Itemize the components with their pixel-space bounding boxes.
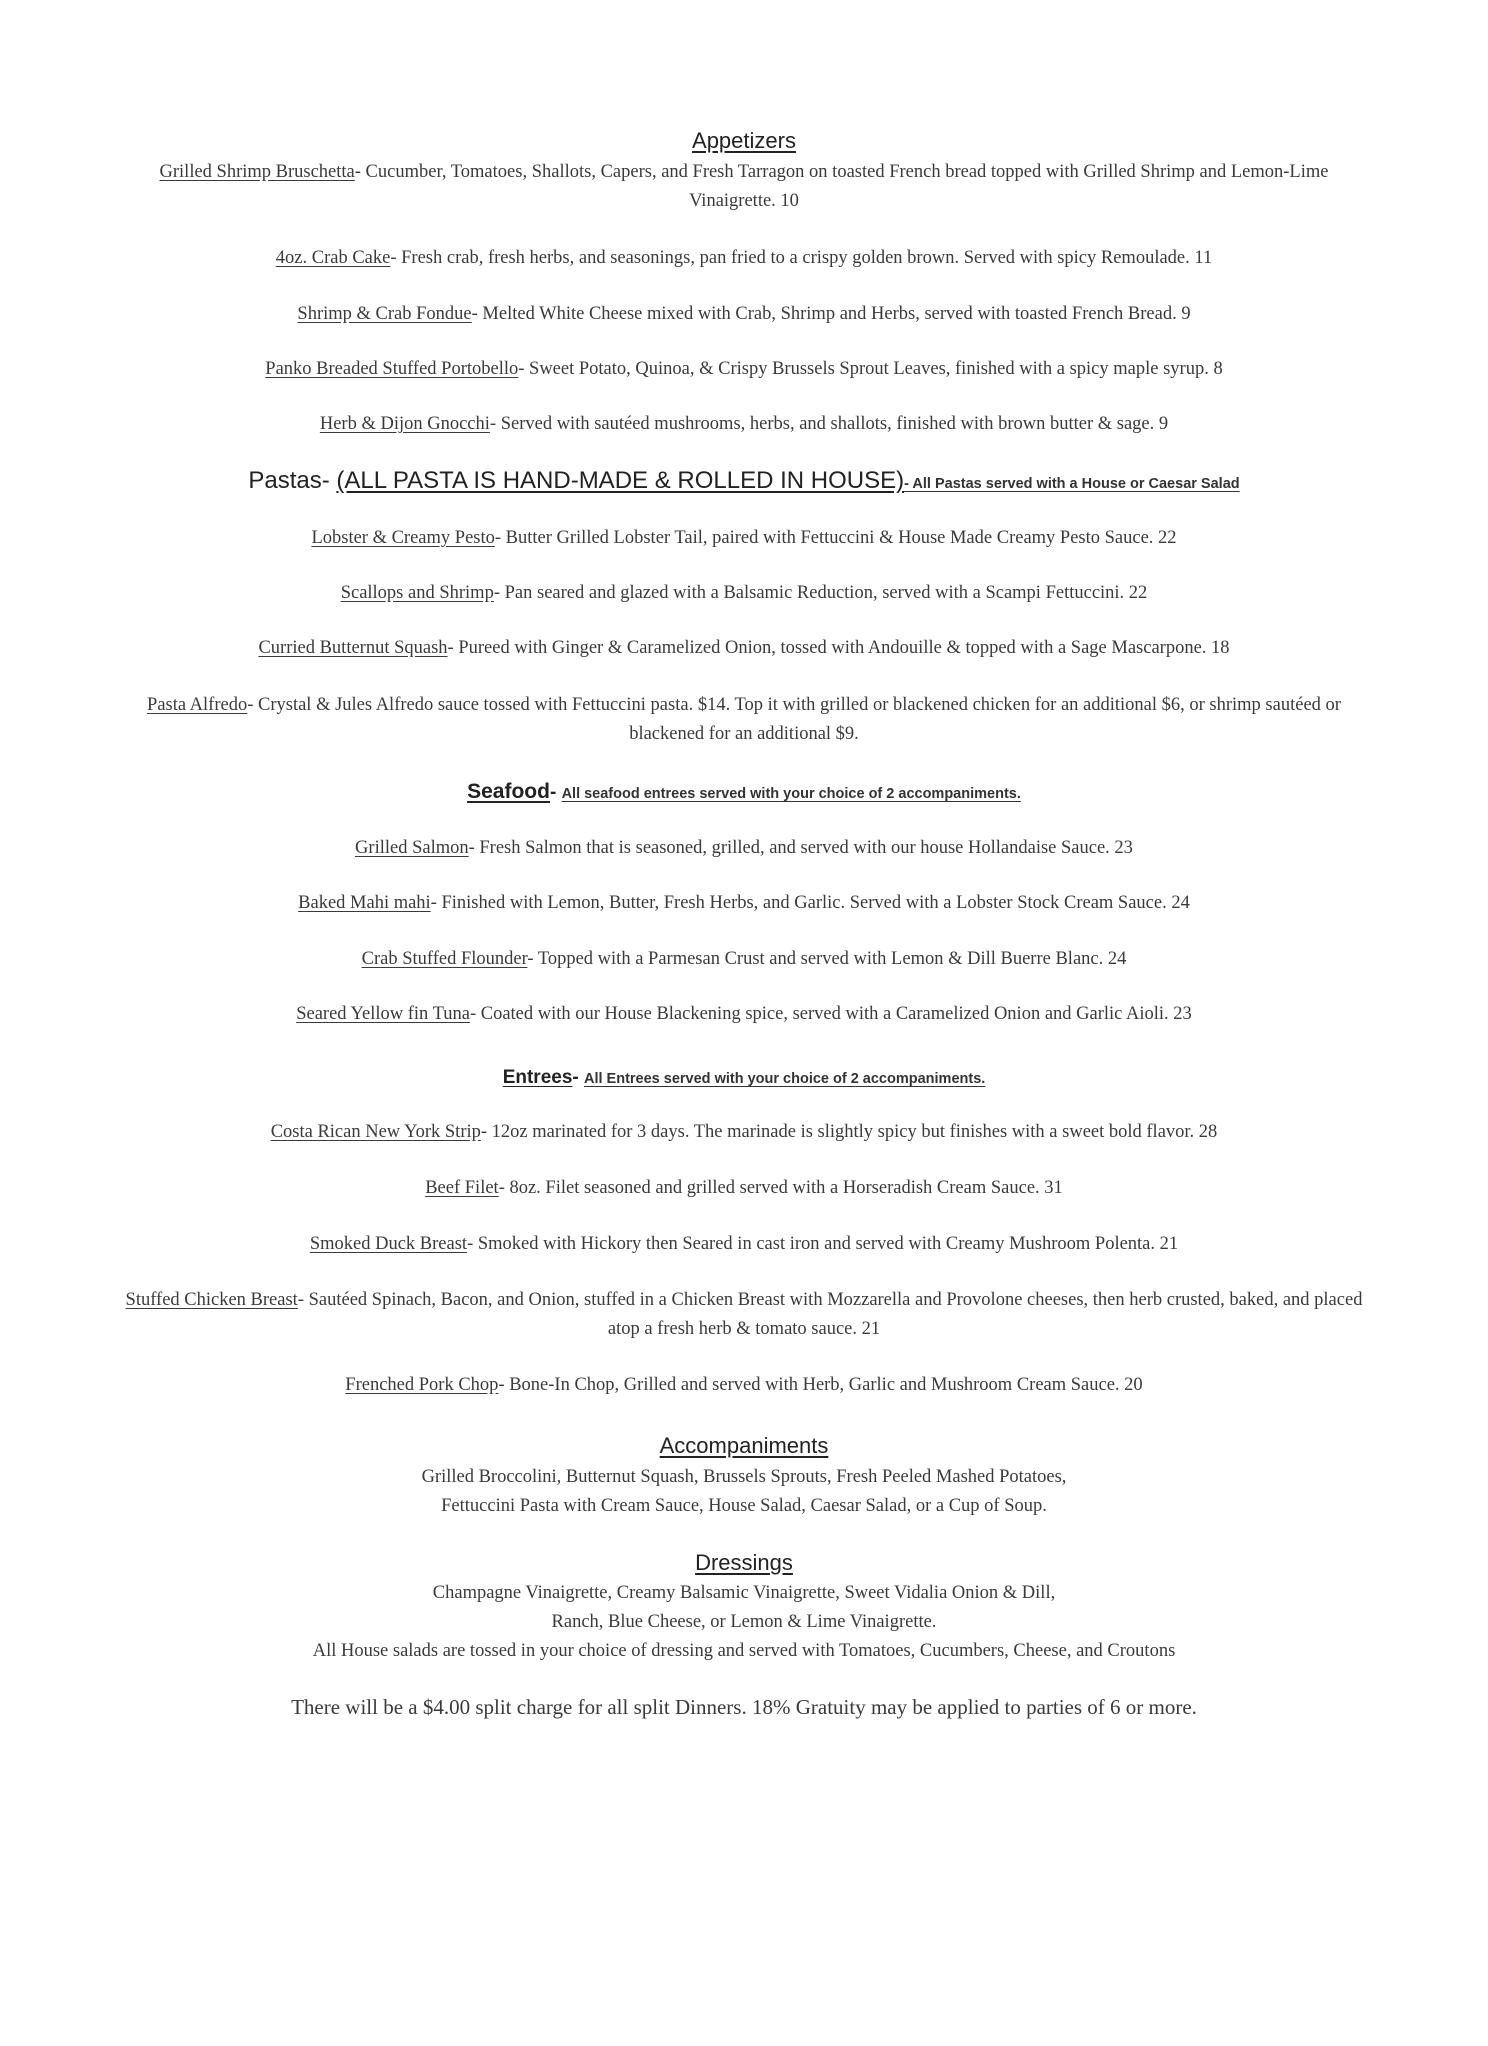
appetizers-heading: Appetizers [692, 128, 796, 153]
menu-item [120, 410, 1368, 439]
dressings-note: All House salads are tossed in your choice of dressing and served with Tomatoes, Cucumbers, Cheese, and Croutons [312, 1641, 1176, 1661]
item-name: Pasta Alfredo [147, 695, 248, 715]
dressings-line: Champagne Vinaigrette, Creamy Balsamic Vinaigrette, Sweet Vidalia Onion & Dill, [432, 1583, 1056, 1603]
item-desc: - Sweet Potato, Quinoa, & Crispy Brussels Sprout Leaves, finished with a spicy maple syrup. 8 [518, 359, 1223, 379]
item-desc: - Topped with a Parmesan Crust and served with Lemon & Dill Buerre Blanc. 24 [527, 949, 1127, 969]
item-name: Shrimp & Crab Fondue [297, 304, 472, 324]
dressings-heading: Dressings [695, 1550, 793, 1575]
item-name: Costa Rican New York Strip [270, 1122, 481, 1142]
item-name: Herb & Dijon Gnocchi [319, 414, 490, 434]
item-desc: - Melted White Cheese mixed with Crab, Shrimp and Herbs, served with toasted French Bread. 9 [471, 304, 1191, 324]
pastas-heading: Pastas- [248, 467, 337, 494]
item-name: Scallops and Shrimp [340, 583, 494, 603]
item-desc: - Served with sautéed mushrooms, herbs, and shallots, finished with brown butter & sage. 9 [489, 414, 1169, 434]
accompaniments-line: Grilled Broccolini, Butternut Squash, Brussels Sprouts, Fresh Peeled Mashed Potatoes, [421, 1467, 1067, 1487]
entrees-note: All Entrees served with your choice of 2 accompaniments. [584, 1071, 986, 1087]
item-name: Baked Mahi mahi [298, 893, 431, 913]
menu-item [120, 579, 1368, 608]
pastas-heading-row [120, 466, 1368, 499]
entrees-dash: - [572, 1067, 584, 1088]
menu-item [120, 244, 1368, 273]
pastas-salad-note: - All Pastas served with a House or Caesar Salad [904, 476, 1240, 492]
item-desc: - Fresh crab, fresh herbs, and seasonings, pan fried to a crispy golden brown. Served with spicy Remoulade. 11 [390, 248, 1213, 268]
item-name: Panko Breaded Stuffed Portobello [265, 359, 519, 379]
menu-item [120, 834, 1368, 863]
seafood-note: All seafood entrees served with your choice of 2 accompaniments. [561, 786, 1021, 802]
seafood-heading-row [120, 777, 1368, 809]
item-name: Frenched Pork Chop [345, 1375, 499, 1395]
menu-item [120, 1118, 1368, 1147]
item-desc: - Crystal & Jules Alfredo sauce tossed with Fettuccini pasta. $14. Top it with grilled or blackened chicken for an additional $6, or shrimp sautéed or blackened for an additional $9. [247, 695, 1341, 744]
menu-item [120, 1174, 1368, 1203]
item-name: Curried Butternut Squash [258, 638, 448, 658]
item-name: 4oz. Crab Cake [275, 248, 391, 268]
menu-item [120, 1230, 1368, 1259]
menu-item [120, 1286, 1368, 1344]
menu-item [120, 1371, 1368, 1400]
menu-item [120, 634, 1368, 663]
item-desc: - Fresh Salmon that is seasoned, grilled, and served with our house Hollandaise Sauce. 23 [468, 838, 1133, 858]
seafood-heading: Seafood [467, 780, 550, 803]
menu-item [120, 691, 1368, 749]
item-name: Seared Yellow fin Tuna [296, 1004, 470, 1024]
split-charge-note: There will be a $4.00 split charge for all split Dinners. 18% Gratuity may be applied to parties of 6 or more. [291, 1695, 1197, 1719]
menu-item [120, 300, 1368, 329]
seafood-dash: - [549, 782, 562, 803]
item-name: Beef Filet [425, 1178, 499, 1198]
item-desc: - Smoked with Hickory then Seared in cast iron and served with Creamy Mushroom Polenta. 21 [467, 1234, 1179, 1254]
accompaniments-line: Fettuccini Pasta with Cream Sauce, House Salad, Caesar Salad, or a Cup of Soup. [441, 1496, 1047, 1516]
menu-item [120, 355, 1368, 384]
menu-item [120, 945, 1368, 974]
accompaniments-heading-row [120, 1431, 1368, 1463]
entrees-heading-row [120, 1063, 1368, 1094]
entrees-heading: Entrees [502, 1067, 573, 1088]
item-desc: - 12oz marinated for 3 days. The marinade is slightly spicy but finishes with a sweet bold flavor. 28 [480, 1122, 1218, 1142]
item-name: Stuffed Chicken Breast [125, 1290, 298, 1310]
item-desc: - 8oz. Filet seasoned and grilled served with a Horseradish Cream Sauce. 31 [498, 1178, 1063, 1198]
item-desc: - Butter Grilled Lobster Tail, paired with Fettuccini & House Made Creamy Pesto Sauce. 22 [494, 528, 1177, 548]
item-name: Smoked Duck Breast [309, 1234, 468, 1254]
item-desc: - Coated with our House Blackening spice, served with a Caramelized Onion and Garlic Aioli. 23 [469, 1004, 1192, 1024]
pastas-heading-note: (ALL PASTA IS HAND-MADE & ROLLED IN HOUSE) [336, 467, 905, 494]
menu-item [120, 158, 1368, 216]
item-name: Lobster & Creamy Pesto [311, 528, 495, 548]
accompaniments-heading: Accompaniments [659, 1433, 829, 1458]
item-desc: - Sautéed Spinach, Bacon, and Onion, stuffed in a Chicken Breast with Mozzarella and Provolone cheeses, then herb crusted, baked, and placed atop a fresh herb & tomato sauce. 21 [297, 1290, 1363, 1339]
item-desc: - Bone-In Chop, Grilled and served with Herb, Garlic and Mushroom Cream Sauce. 20 [498, 1375, 1143, 1395]
dressings-heading-row [120, 1548, 1368, 1580]
menu-item [120, 1000, 1368, 1029]
item-desc: - Cucumber, Tomatoes, Shallots, Capers, and Fresh Tarragon on toasted French bread topped with Grilled Shrimp and Lemon-Lime Vinaigrette. 10 [354, 162, 1329, 211]
item-name: Grilled Shrimp Bruschetta [159, 162, 355, 182]
item-name: Crab Stuffed Flounder [361, 949, 528, 969]
menu-item [120, 889, 1368, 918]
item-name: Grilled Salmon [355, 838, 469, 858]
item-desc: - Pureed with Ginger & Caramelized Onion, tossed with Andouille & topped with a Sage Mascarpone. 18 [447, 638, 1230, 658]
menu-item [120, 524, 1368, 553]
item-desc: - Pan seared and glazed with a Balsamic Reduction, served with a Scampi Fettuccini. 22 [493, 583, 1148, 603]
appetizers-heading-row [120, 126, 1368, 158]
dressings-line: Ranch, Blue Cheese, or Lemon & Lime Vinaigrette. [551, 1612, 937, 1632]
item-desc: - Finished with Lemon, Butter, Fresh Herbs, and Garlic. Served with a Lobster Stock Cream Sauce. 24 [430, 893, 1190, 913]
